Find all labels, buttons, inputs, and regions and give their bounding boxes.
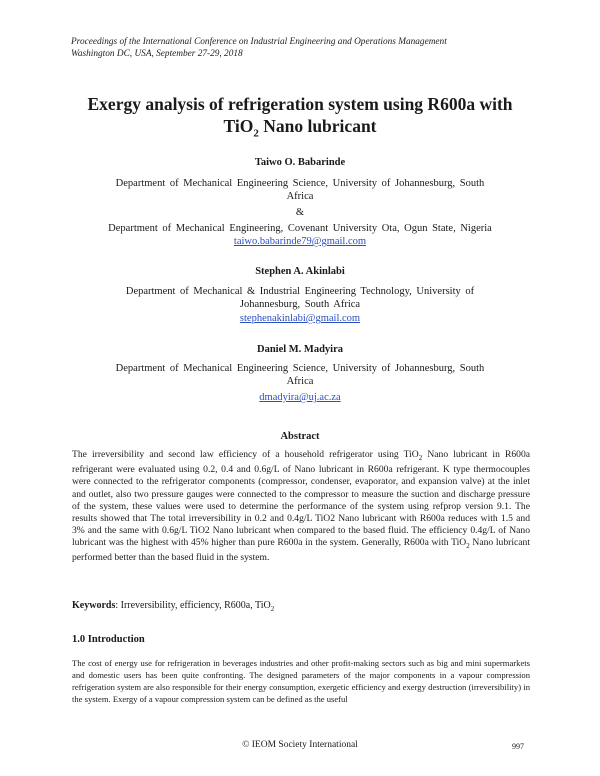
aff-line: Africa xyxy=(286,376,314,387)
aff-line: Africa xyxy=(286,191,314,202)
title-tio-text: TiO xyxy=(223,116,254,136)
abstract-text-2: Nano lubricant in R600a refrigerant were evaluated using 0.2, 0.4 and 0.6g/L of Nano lubricant in R600a refrigerant. K type thermocouples were connected to the refrigerator components (compressor, condenser, evaporator, and expansion valve) at the inlet and outlet, also two pressure gauges were connected to the compressor to measure the suction and discharge pressure of the system, these values were used to determine the performance of the system using refprop version 9.1. The results showed that The total irreversibility in 0.2 and 0.4g/L TiO2 Nano lubricant with R600a reduces with 1.5 and 3% and the same with 0.6g/L TiO2 Nano lubricant when compared to the based fluid. The efficiency 0.4g/L of Nano lubricant was the highest with 45% higher than pure R600a in the system. Generally, R600a with TiO xyxy=(72,449,530,549)
aff-line: Department of Mechanical Engineering Science, University of Johannesburg, South xyxy=(115,363,485,374)
abstract-subscript-1: 2 xyxy=(418,453,423,462)
title-line-1: Exergy analysis of refrigeration system using R600a with xyxy=(87,94,513,114)
header-line-1: Proceedings of the International Conference on Industrial Engineering and Operations Management xyxy=(71,37,447,47)
title-subscript: 2 xyxy=(253,127,259,140)
author-1-affiliation-2: Department of Mechanical Engineering, Covenant University Ota, Ogun State, Nigeria xyxy=(108,223,492,234)
affiliation-ampersand: & xyxy=(295,207,305,218)
introduction-body: The cost of energy use for refrigeration in beverages industries and other profit-making sectors such as big and mini supermarkets and domestic users has been quite confronting. The designed parameters of the major components in a vapour compression refrigeration system are also responsible for their energy consumption, exergetic efficiency and exergy destruction (irreversibility) in the system. Exergy of a vapour compression system can be defined as the useful xyxy=(72,658,530,705)
author-name-2: Stephen A. Akinlabi xyxy=(255,266,345,277)
abstract-heading: Abstract xyxy=(280,431,320,442)
title-line-2 xyxy=(60,115,540,145)
abstract-subscript-2: 2 xyxy=(466,542,470,551)
abstract-text-1: The irreversibility and second law efficiency of a household refrigerator using TiO xyxy=(72,449,419,460)
author-1-email-link[interactable]: taiwo.babarinde79@gmail.com xyxy=(233,236,367,247)
aff-line: Department of Mechanical & Industrial Engineering Technology, University of xyxy=(125,286,475,297)
header-line-2: Washington DC, USA, September 27-29, 2018 xyxy=(71,49,243,59)
author-2-email-link[interactable]: stephenakinlabi@gmail.com xyxy=(239,313,361,324)
keywords-text: : Irreversibility, efficiency, R600a, TiO xyxy=(115,600,271,611)
abstract-text-3: Nano lubricant performed better than the based fluid in the system. xyxy=(72,537,530,564)
keywords-subscript: 2 xyxy=(270,605,275,613)
keywords-line xyxy=(72,600,274,613)
introduction-heading: 1.0 Introduction xyxy=(72,634,145,645)
author-1-affiliation-1 xyxy=(60,177,540,203)
aff-line: Department of Mechanical Engineering Science, University of Johannesburg, South xyxy=(115,178,485,189)
paper-title xyxy=(60,93,540,145)
page-number: 997 xyxy=(512,742,524,751)
author-3-email-link[interactable]: dmadyira@uj.ac.za xyxy=(259,392,341,403)
author-name-1: Taiwo O. Babarinde xyxy=(254,157,346,168)
author-2-affiliation xyxy=(60,285,540,311)
footer-copyright: © IEOM Society International xyxy=(242,740,358,750)
title-nano-text: Nano lubricant xyxy=(258,116,377,136)
author-3-affiliation xyxy=(60,362,540,388)
abstract-body xyxy=(72,449,530,565)
author-name-3: Daniel M. Madyira xyxy=(256,344,344,355)
aff-line: Johannesburg, South Africa xyxy=(239,299,361,310)
keywords-label: Keywords xyxy=(72,600,116,611)
running-header xyxy=(71,36,447,60)
